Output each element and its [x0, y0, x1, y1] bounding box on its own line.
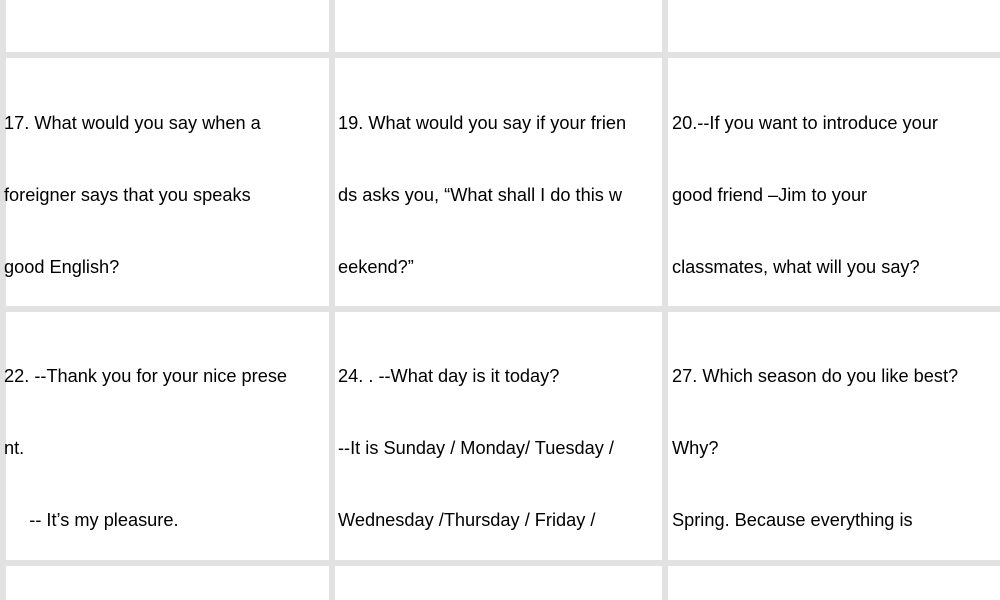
cell-line: nt.	[4, 438, 25, 458]
cell-line: -- It’s my pleasure.	[4, 510, 179, 530]
cell-r1-c2	[672, 63, 1000, 306]
cell-line: 17. What would you say when a	[4, 113, 261, 133]
cell-r3-c1	[338, 569, 662, 600]
cell-r1-c0	[4, 63, 329, 306]
cell-line: good friend –Jim to your	[672, 185, 868, 205]
row-divider	[0, 306, 1000, 312]
cell-line: Why?	[672, 438, 719, 458]
cell-line: good English?	[4, 257, 120, 277]
cell-line: 22. --Thank you for your nice prese	[4, 366, 288, 386]
cell-line: ds asks you, “What shall I do this w	[338, 185, 623, 205]
cell-line: 27. Which season do you like best?	[672, 366, 959, 386]
column-divider	[329, 0, 335, 600]
cell-line: foreigner says that you speaks	[4, 185, 251, 205]
cell-r0-c0	[4, 4, 329, 52]
cell-r2-c2	[672, 316, 1000, 560]
cell-line: 20.--If you want to introduce your	[672, 113, 938, 133]
column-divider	[662, 0, 668, 600]
row-divider	[0, 52, 1000, 58]
cell-r2-c0	[4, 316, 329, 560]
cell-line: Wednesday /Thursday / Friday /	[338, 510, 596, 530]
cell-line: 19. What would you say if your frien	[338, 113, 627, 133]
cell-line: Spring. Because everything is	[672, 510, 913, 530]
row-divider	[0, 560, 1000, 566]
cell-line: eekend?”	[338, 257, 414, 277]
cell-r2-c1	[338, 316, 662, 560]
cell-r3-c0	[4, 569, 329, 600]
cell-r3-c2	[672, 569, 1000, 600]
cell-line: classmates, what will you say?	[672, 257, 920, 277]
cell-line: 24. . --What day is it today?	[338, 366, 560, 386]
cell-line: --It is Sunday / Monday/ Tuesday /	[338, 438, 614, 458]
cell-r1-c1	[338, 63, 662, 306]
